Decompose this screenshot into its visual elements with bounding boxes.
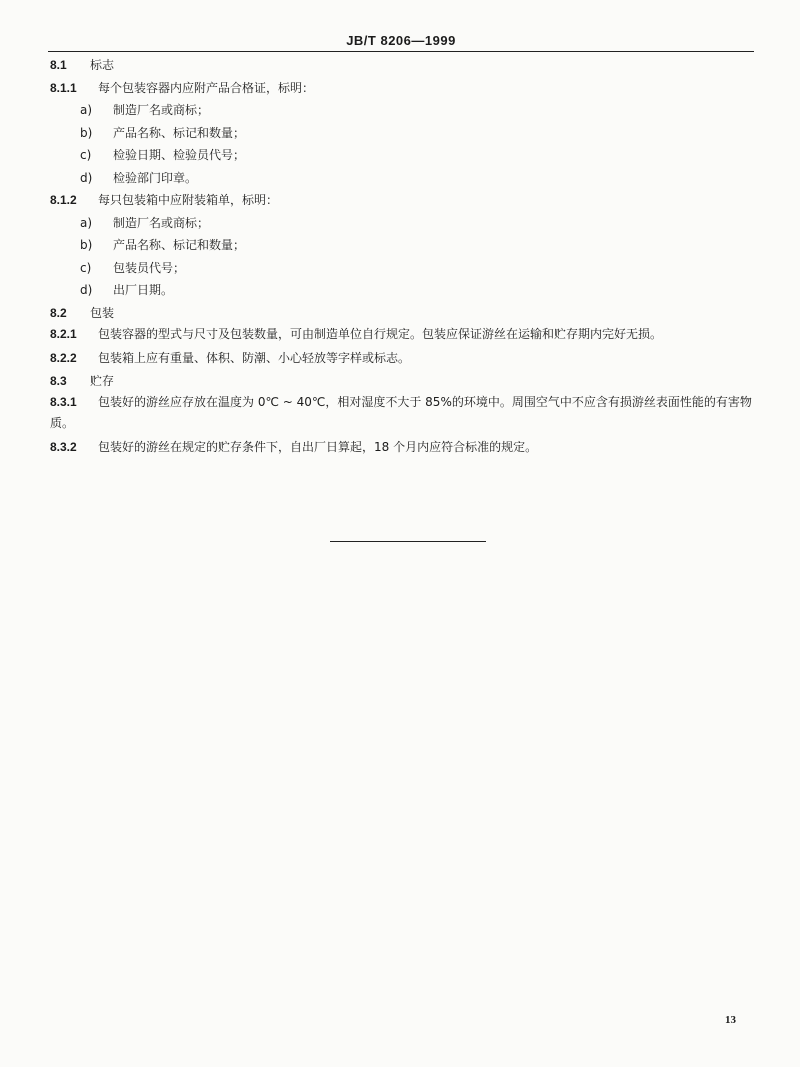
clause-number: 8.1.1	[50, 80, 77, 95]
clause-text: 包装好的游丝应存放在温度为 0℃ ~ 40℃，相对湿度不大于 85%的环境中。周围空气中不应含有损游丝表面性能的有害物质。	[50, 395, 752, 430]
list-item-text: 产品名称、标记和数量；	[113, 125, 246, 140]
list-item	[50, 122, 760, 145]
clause-number: 8.3.1	[50, 395, 77, 409]
section-8-1-heading	[50, 54, 760, 77]
list-item	[50, 234, 760, 257]
section-8-3-heading	[50, 370, 760, 393]
document-body	[50, 54, 760, 459]
clause-number: 8.1.2	[50, 193, 77, 207]
clause-text: 包装容器的型式与尺寸及包装数量，可由制造单位自行规定。包装应保证游丝在运输和贮存期内完好无损。	[98, 327, 663, 341]
clause-text: 包装好的游丝在规定的贮存条件下，自出厂日算起，18 个月内应符合标准的规定。	[98, 440, 538, 454]
list-item	[50, 279, 760, 302]
clause-number: 8.2.2	[50, 351, 77, 365]
list-item-text: 检验日期、检验员代号；	[113, 148, 246, 162]
clause-8-3-2	[50, 436, 760, 459]
list-item-label: d)	[80, 170, 93, 185]
clause-text: 每只包装箱中应附装箱单，标明：	[98, 193, 279, 207]
clause-8-2-2	[50, 347, 760, 370]
clause-text: 包装箱上应有重量、体积、防潮、小心轻放等字样或标志。	[98, 351, 411, 365]
clause-8-1-1	[50, 77, 760, 100]
list-item	[50, 167, 760, 190]
section-8-2-heading	[50, 302, 760, 325]
header-rule	[48, 51, 754, 52]
section-title: 包装	[90, 305, 115, 320]
list-item-label: d)	[80, 283, 93, 297]
list-item-label: b)	[80, 238, 93, 252]
clause-number: 8.3.2	[50, 440, 77, 454]
list-item-label: c)	[80, 260, 92, 275]
end-of-text-rule	[330, 541, 486, 542]
section-number: 8.2	[50, 305, 67, 320]
clause-number: 8.2.1	[50, 327, 77, 341]
clause-8-1-2	[50, 189, 760, 212]
section-number: 8.1	[50, 58, 67, 72]
list-item-label: a)	[80, 215, 93, 230]
list-item-label: b)	[80, 125, 93, 140]
list-item	[50, 99, 760, 122]
clause-text: 每个包装容器内应附产品合格证，标明：	[98, 80, 315, 95]
list-item-text: 包装员代号；	[113, 260, 186, 275]
list-item-text: 检验部门印章。	[113, 170, 198, 185]
standard-header: JB/T 8206—1999	[346, 33, 456, 48]
clause-8-3-1	[50, 392, 760, 434]
list-item	[50, 257, 760, 280]
list-item-text: 产品名称、标记和数量；	[113, 238, 246, 252]
section-number: 8.3	[50, 373, 67, 388]
clause-8-2-1	[50, 324, 760, 345]
list-item-label: c)	[80, 148, 92, 162]
list-item-text: 制造厂名或商标；	[113, 215, 210, 230]
list-item-text: 制造厂名或商标；	[113, 103, 210, 117]
list-item	[50, 212, 760, 235]
list-item-text: 出厂日期。	[113, 283, 174, 297]
list-item-label: a)	[80, 103, 93, 117]
list-item	[50, 144, 760, 167]
section-title: 标志	[90, 58, 115, 72]
section-title: 贮存	[90, 373, 115, 388]
page-number: 13	[725, 1014, 736, 1026]
